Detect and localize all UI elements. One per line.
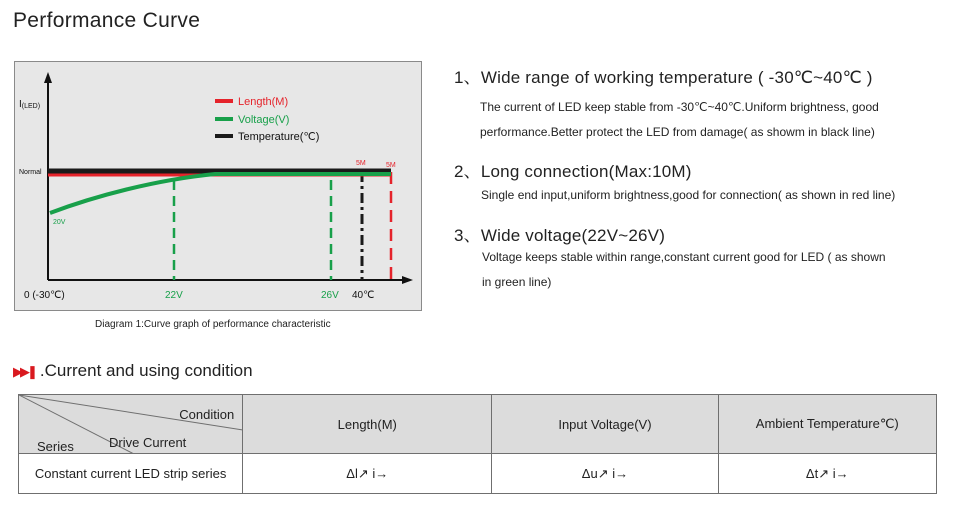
header-length: Length(M) <box>243 395 492 454</box>
section-heading <box>13 361 253 381</box>
voltage-line <box>50 174 391 213</box>
cell-length: Δl↗ i→ <box>243 454 492 494</box>
cell-ambient-temperature: Δt↗ i→ <box>718 454 936 494</box>
corner-series-label: Series <box>37 439 74 454</box>
annotation-20v: 20V <box>53 219 66 226</box>
row-label: Constant current LED strip series <box>19 454 243 494</box>
y-axis-label: I(LED) <box>19 99 41 110</box>
condition-table <box>18 394 937 494</box>
legend-label-voltage: Voltage(V) <box>238 114 290 126</box>
header-ambient-temperature: Ambient Temperature℃) <box>718 395 936 454</box>
corner-condition-label: Condition <box>179 407 235 422</box>
point-3-title: 3、Wide voltage(22V~26V) <box>454 226 666 245</box>
point-1-line-1: The current of LED keep stable from -30℃~40℃.Uniform brightness, good <box>480 100 879 114</box>
x-tick-26v: 26V <box>321 290 339 301</box>
point-3-body <box>482 245 886 295</box>
point-1-body <box>480 95 879 145</box>
point-2-title: 2、Long connection(Max:10M) <box>454 162 692 181</box>
header-corner-cell <box>19 395 243 454</box>
table-header-row <box>19 395 937 454</box>
point-1-line-2: performance.Better protect the LED from damage( as showm in black line) <box>480 125 875 139</box>
legend-label-length: Length(M) <box>238 96 289 108</box>
y-tick-normal: Normal <box>19 169 42 176</box>
page-title: Performance Curve <box>13 9 201 32</box>
x-axis-arrow <box>402 276 413 284</box>
chart-caption: Diagram 1:Curve graph of performance characteristic <box>95 319 331 330</box>
point-2-body <box>481 183 895 208</box>
legend-label-temperature: Temperature(℃) <box>238 131 320 143</box>
x-tick-origin: 0 (-30℃) <box>24 290 65 301</box>
cell-input-voltage: Δu↗ i→ <box>492 454 718 494</box>
header-input-voltage: Input Voltage(V) <box>492 395 718 454</box>
y-axis-arrow <box>44 72 52 83</box>
point-2-line-1: Single end input,uniform brightness,good for connection( as shown in red line) <box>481 188 896 202</box>
section-heading-text: .Current and using condition <box>39 361 253 380</box>
point-1-title: 1、Wide range of working temperature ( -30℃~40℃ ) <box>454 68 873 87</box>
corner-drive-label: Drive Current <box>109 435 187 450</box>
annotation-5m-black: 5M <box>356 160 366 167</box>
annotation-5m-red: 5M <box>386 162 396 169</box>
fast-forward-icon: ▶▶❚ <box>13 364 35 379</box>
x-tick-22v: 22V <box>165 290 183 301</box>
table-row <box>19 454 937 494</box>
x-tick-40c: 40℃ <box>352 290 375 301</box>
point-3-line-2: in green line) <box>482 275 552 289</box>
chart-canvas <box>15 62 421 310</box>
performance-chart <box>14 61 422 311</box>
point-3-line-1: Voltage keeps stable within range,constant current good for LED ( as shown <box>482 250 886 264</box>
